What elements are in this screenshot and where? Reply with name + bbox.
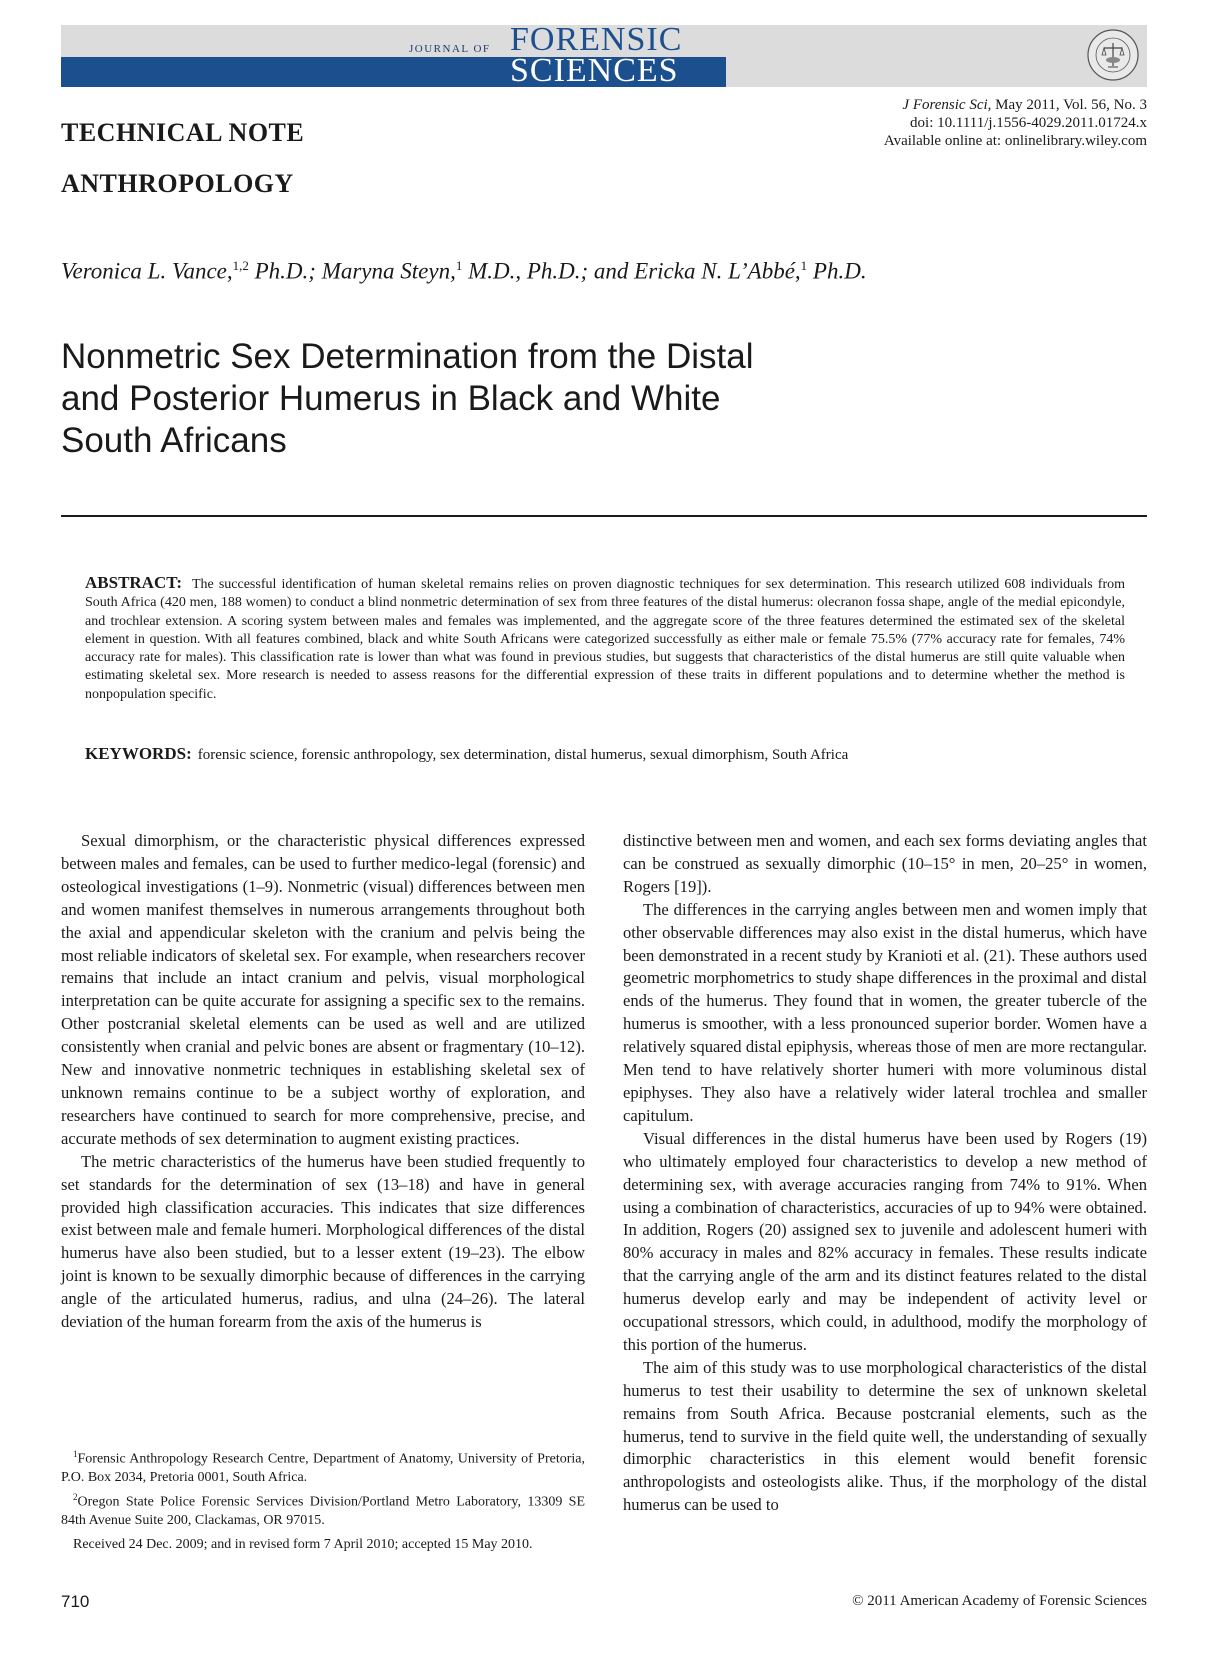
- citation-doi: doi: 10.1111/j.1556-4029.2011.01724.x: [910, 115, 1147, 131]
- body-paragraph-continued: distinctive between men and women, and each sex forms deviating angles that can be construed as sexually dimorphic (10–15° in men, 20–25° in women, Rogers [19]).: [623, 831, 1147, 896]
- body-paragraph: Visual differences in the distal humerus have been used by Rogers (19) who ultimately employed four characteristics to develop a new method of determining sex, with average accuracies ranging from 74% to 91%. When using a combination of characteristics, accuracies of up to 94% were obtained. In addition, Rogers (20) assigned sex to juvenile and adolescent humeri with 80% accuracy in males and 82% accuracy in females. These results indicate that the carrying angle of the arm and its distinct features related to the distal humerus develop early and may be independent of activity level or occupational stressors, which could, in adulthood, modify the morphology of this portion of the humerus.: [623, 1128, 1147, 1354]
- title-divider: [61, 515, 1147, 517]
- citation-issue: May 2011, Vol. 56, No. 3: [991, 97, 1147, 113]
- citation-online: Available online at: onlinelibrary.wiley.com: [883, 133, 1147, 149]
- footnotes: [61, 1445, 585, 1555]
- page-number: 710: [61, 1592, 90, 1611]
- keywords: [85, 744, 1125, 764]
- body-column-right: [623, 830, 1147, 1517]
- footnote-1: [61, 1445, 585, 1488]
- citation-journal: J Forensic Sci,: [902, 97, 992, 113]
- journal-masthead: [61, 21, 1147, 89]
- masthead-sciences: SCIENCES: [510, 52, 679, 89]
- author-1-degree: Ph.D.; Maryna Steyn,: [248, 258, 456, 284]
- footnote-1-marker: 1: [73, 1449, 78, 1459]
- copyright: © 2011 American Academy of Forensic Sciences: [852, 1593, 1147, 1609]
- author-3-degree: Ph.D.: [807, 258, 867, 284]
- footnote-1-text: Forensic Anthropology Research Centre, Department of Anatomy, University of Pretoria, P.O. Box 2034, Pretoria 0001, South Africa.: [61, 1451, 585, 1486]
- keywords-label: KEYWORDS:: [85, 744, 192, 763]
- abstract-text: The successful identification of human skeletal remains relies on proven diagnostic techniques for sex determination. This research utilized 608 individuals from South Africa (420 men, 188 women) to conduct a blind nonmetric determination of sex from three features of the distal humerus: olecranon fossa shape, angle of the medial epicondyle, and trochlear extension. A scoring system between males and females was implemented, and the aggregate score of the three features determined the estimated sex of the skeletal element in question. With all features combined, black and white South Africans were categorized successfully as either male or female 75.5% (77% accuracy rate for females, 74% accuracy rate for males). This classification rate is lower than what was found in previous studies, but suggests that characteristics of the distal humerus are still quite valuable when estimating skeletal sex. More research is needed to assess reasons for the differential expression of these traits in different populations and to determine whether the method is nonpopulation specific.: [85, 577, 1125, 702]
- footnote-2: [61, 1488, 585, 1531]
- keywords-text: forensic science, forensic anthropology, sex determination, distal humerus, sexual dimorphism, South Africa: [197, 747, 849, 763]
- body-paragraph: Sexual dimorphism, or the characteristic physical differences expressed between males and females, can be used to further medico-legal (forensic) and osteological investigations (1–9). Nonmetric (visual) differences between men and women manifest themselves in numerous arrangements throughout both the axial and appendicular skeleton with the cranium and pelvis being the most reliable indicators of skeletal sex. For example, when researchers recover remains that include an intact cranium and pelvis, visual morphological interpretation can be quite accurate for assigning a specific sex to the remains. Other postcranial skeletal elements can be used as well and are utilized consistently when cranial and pelvic bones are absent or fragmentary (10–12). New and innovative nonmetric techniques in establishing skeletal sex of unknown remains continue to be a subject worthy of exploration, and researchers have continued to search for more comprehensive, precise, and accurate methods of sex determination to augment existing practices.: [61, 831, 585, 1148]
- body-paragraph: The aim of this study was to use morphological characteristics of the distal humerus to test their usability to determine the sex of unknown skeletal remains from South Africa. Because postcranial elements, such as the humerus, tend to survive in the field quite well, the understanding of sexually dimorphic characteristics in this element would benefit forensic anthropologists and osteologists alike. Thus, if the morphology of the distal humerus can be used to: [623, 1357, 1147, 1515]
- received-dates: Received 24 Dec. 2009; and in revised form 7 April 2010; accepted 15 May 2010.: [73, 1537, 533, 1553]
- author-1-affiliation: 1,2: [232, 258, 249, 273]
- body-paragraph: The metric characteristics of the humerus have been studied frequently to set standards for the determination of sex (13–18) and have in general provided high classification accuracies. This indicates that size differences exist between male and female humeri. Morphological differences of the distal humerus have also been studied, but to a lesser extent (19–23). The elbow joint is known to be sexually dimorphic because of differences in the carrying angle of the articulated humerus, radius, and ulna (24–26). The lateral deviation of the human forearm from the axis of the humerus is: [61, 1151, 585, 1332]
- author-2-affiliation: 1: [455, 258, 463, 273]
- masthead-journal-of: JOURNAL OF: [409, 43, 491, 55]
- author-2-degree: M.D., Ph.D.; and Ericka N. L’Abbé,: [462, 258, 801, 284]
- section-type: TECHNICAL NOTE: [61, 118, 305, 147]
- title-line-2: and Posterior Humerus in Black and White: [61, 379, 721, 418]
- title-line-3: South Africans: [61, 421, 287, 460]
- citation-line-1: [884, 96, 1147, 114]
- author-1: Veronica L. Vance,: [61, 258, 233, 284]
- section-field: ANTHROPOLOGY: [61, 169, 294, 198]
- footnote-2-marker: 2: [73, 1491, 78, 1502]
- body-paragraph: The differences in the carrying angles between men and women imply that other observable differences may also exist in the distal humerus, which have been demonstrated in a recent study by Kranioti et al. (21). These authors used geometric morphometrics to study shape differences in the proximal and distal ends of the humerus. They found that in women, the greater tubercle of the humerus is smoother, with a less pronounced superior border. Women have a relatively squared distal epiphysis, whereas those of men are more rectangular. Men tend to have relatively shorter humeri with more voluminous distal epiphyses. They also have a relatively wider lateral trochlea and smaller capitulum.: [623, 899, 1147, 1125]
- footnote-2-text: Oregon State Police Forensic Services Division/Portland Metro Laboratory, 13309 SE 84th Avenue Suite 200, Clackamas, OR 97015.: [61, 1494, 585, 1528]
- abstract-label: ABSTRACT:: [85, 573, 182, 592]
- title-line-1: Nonmetric Sex Determination from the Distal: [61, 337, 754, 376]
- author-3-affiliation: 1: [800, 258, 808, 273]
- citation-block: [884, 96, 1147, 150]
- body-column-left: [61, 830, 585, 1334]
- masthead-forensic: FORENSIC: [510, 21, 683, 58]
- abstract: [85, 574, 1125, 704]
- article-title: [61, 336, 841, 462]
- author-line: [61, 258, 867, 285]
- academy-seal-icon: [1086, 28, 1140, 82]
